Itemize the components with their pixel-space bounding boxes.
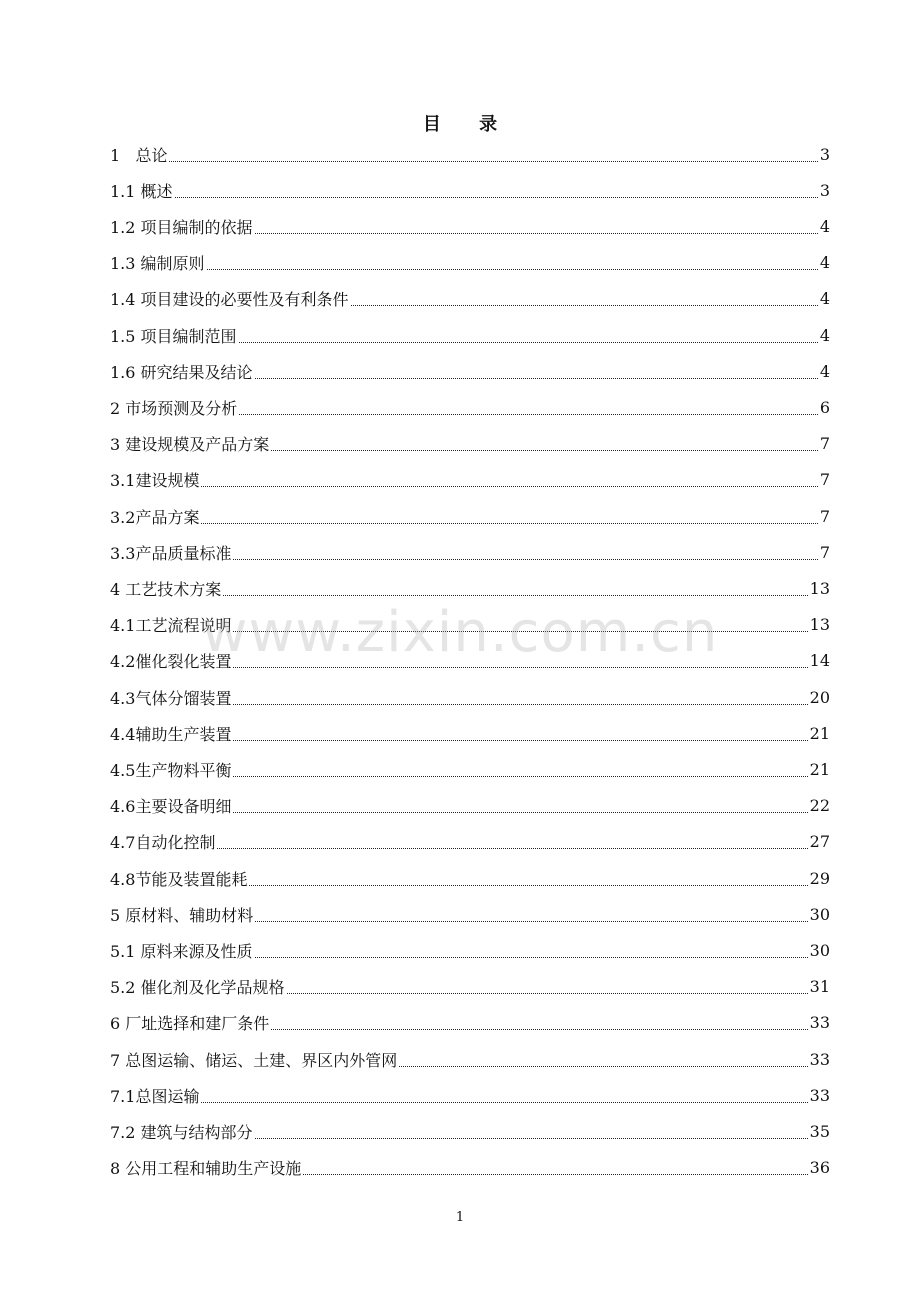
toc-entry-label: 4.6主要设备明细	[110, 797, 232, 817]
toc-entry-label: 4.7自动化控制	[110, 833, 216, 853]
toc-dot-leader	[255, 233, 818, 234]
toc-dot-leader	[201, 486, 817, 487]
toc-entry-label: 8 公用工程和辅助生产设施	[110, 1159, 302, 1179]
toc-entry-label: 4.2催化裂化装置	[110, 652, 232, 672]
toc-dot-leader	[287, 993, 808, 994]
toc-entry-label: 1.3 编制原则	[110, 254, 205, 274]
toc-entry-label: 5.2 催化剂及化学品规格	[110, 978, 285, 998]
toc-entry-label: 1.1 概述	[110, 181, 173, 201]
toc-entry[interactable]	[110, 136, 830, 172]
toc-entry-page: 4	[819, 361, 830, 381]
page-number: 1	[455, 1210, 465, 1225]
toc-entry-page: 7	[819, 542, 830, 562]
toc-entry-page: 13	[809, 615, 830, 635]
toc-dot-leader	[175, 197, 818, 198]
toc-entry[interactable]	[110, 679, 830, 715]
toc-dot-leader	[217, 848, 807, 849]
toc-entry-label: 7.1总图运输	[110, 1086, 200, 1106]
toc-entry-label: 1.6 研究结果及结论	[110, 362, 253, 382]
toc-entry[interactable]	[110, 1113, 830, 1149]
toc-entry-page: 29	[809, 868, 830, 888]
toc-entry[interactable]	[110, 969, 830, 1005]
toc-title: 目 录	[422, 114, 514, 135]
toc-entry-page: 4	[819, 216, 830, 236]
toc-entry-label: 3.3产品质量标准	[110, 543, 232, 563]
toc-dot-leader	[201, 1102, 807, 1103]
toc-entry-label: 5 原材料、辅助材料	[110, 905, 254, 925]
toc-entry-page: 21	[809, 723, 830, 743]
toc-dot-leader	[255, 957, 808, 958]
toc-dot-leader	[201, 523, 817, 524]
toc-entry-page: 36	[809, 1158, 830, 1178]
toc-entry-page: 4	[819, 253, 830, 273]
toc-entry-page: 33	[809, 1049, 830, 1069]
toc-entry[interactable]	[110, 1077, 830, 1113]
toc-entry-page: 6	[819, 397, 830, 417]
toc-entry-label: 3 建设规模及产品方案	[110, 435, 270, 455]
toc-entry[interactable]	[110, 824, 830, 860]
toc-dot-leader	[233, 704, 807, 705]
toc-entry-label: 7 总图运输、储运、土建、界区内外管网	[110, 1050, 398, 1070]
toc-entry[interactable]	[110, 1005, 830, 1041]
toc-dot-leader	[233, 559, 817, 560]
toc-entry-page: 35	[809, 1121, 830, 1141]
toc-entry-page: 27	[809, 832, 830, 852]
toc-entry-label: 1.4 项目建设的必要性及有利条件	[110, 290, 349, 310]
toc-entry[interactable]	[110, 715, 830, 751]
toc-dot-leader	[207, 269, 818, 270]
toc-entry-label: 3.2产品方案	[110, 507, 200, 527]
toc-entry[interactable]	[110, 426, 830, 462]
toc-entry-label: 1 总论	[110, 145, 168, 165]
toc-entry-label: 7.2 建筑与结构部分	[110, 1122, 253, 1142]
toc-entry-page: 31	[809, 977, 830, 997]
toc-entry[interactable]	[110, 389, 830, 425]
toc-dot-leader	[169, 161, 817, 162]
toc-entry[interactable]	[110, 498, 830, 534]
toc-entry[interactable]	[110, 1150, 830, 1186]
toc-entry-page: 33	[809, 1013, 830, 1033]
watermark: www.zixin.com.cn	[201, 600, 719, 665]
toc-dot-leader	[255, 378, 818, 379]
toc-entry-page: 3	[819, 144, 830, 164]
toc-entry[interactable]	[110, 1041, 830, 1077]
toc-entry-label: 4.1工艺流程说明	[110, 616, 232, 636]
toc-entry[interactable]	[110, 788, 830, 824]
toc-entry[interactable]	[110, 643, 830, 679]
toc-dot-leader	[255, 921, 807, 922]
toc-dot-leader	[233, 667, 807, 668]
toc-entry-page: 20	[809, 687, 830, 707]
toc-entry-label: 4.5生产物料平衡	[110, 760, 232, 780]
toc-entry[interactable]	[110, 932, 830, 968]
toc-entry[interactable]	[110, 172, 830, 208]
toc-dot-leader	[271, 450, 818, 451]
toc-entry-label: 1.5 项目编制范围	[110, 326, 237, 346]
toc-entry[interactable]	[110, 317, 830, 353]
toc-dot-leader	[223, 595, 807, 596]
toc-entry-label: 5.1 原料来源及性质	[110, 941, 253, 961]
toc-entry[interactable]	[110, 860, 830, 896]
toc-entry[interactable]	[110, 281, 830, 317]
toc-dot-leader	[233, 776, 807, 777]
toc-entry-page: 7	[819, 506, 830, 526]
toc-dot-leader	[271, 1029, 807, 1030]
toc-entry-page: 7	[819, 434, 830, 454]
toc-entry-page: 7	[819, 470, 830, 490]
toc-entry-page: 22	[809, 796, 830, 816]
toc-entry[interactable]	[110, 353, 830, 389]
toc-dot-leader	[233, 812, 807, 813]
toc-entry-page: 4	[819, 289, 830, 309]
toc-dot-leader	[239, 342, 818, 343]
toc-entry-label: 6 厂址选择和建厂条件	[110, 1014, 270, 1034]
toc-dot-leader	[303, 1174, 807, 1175]
toc-entry-page: 30	[809, 940, 830, 960]
toc-entry-page: 33	[809, 1085, 830, 1105]
toc-entry-page: 30	[809, 904, 830, 924]
toc-entry-label: 3.1建设规模	[110, 471, 200, 491]
toc-entry-page: 3	[819, 180, 830, 200]
toc-dot-leader	[255, 1138, 808, 1139]
toc-entry-label: 4.3气体分馏装置	[110, 688, 232, 708]
toc-entry[interactable]	[110, 570, 830, 606]
toc-entry-label: 4.8节能及装置能耗	[110, 869, 248, 889]
toc-dot-leader	[233, 631, 807, 632]
toc-dot-leader	[399, 1066, 807, 1067]
toc-entry-page: 13	[809, 578, 830, 598]
toc-entry[interactable]	[110, 208, 830, 244]
toc-entry[interactable]	[110, 896, 830, 932]
toc-entry-page: 4	[819, 325, 830, 345]
toc-entry-label: 2 市场预测及分析	[110, 398, 238, 418]
toc-entry[interactable]	[110, 245, 830, 281]
toc-dot-leader	[351, 305, 818, 306]
toc-entry[interactable]	[110, 534, 830, 570]
toc-dot-leader	[239, 414, 818, 415]
toc-entry-page: 14	[809, 651, 830, 671]
toc-entry-label: 4 工艺技术方案	[110, 579, 222, 599]
toc-entry[interactable]	[110, 751, 830, 787]
toc-entry-label: 1.2 项目编制的依据	[110, 217, 253, 237]
toc-dot-leader	[249, 885, 807, 886]
toc-entry[interactable]	[110, 607, 830, 643]
toc-entry-label: 4.4辅助生产装置	[110, 724, 232, 744]
toc-dot-leader	[233, 740, 807, 741]
toc-entry-page: 21	[809, 759, 830, 779]
toc-entry[interactable]	[110, 462, 830, 498]
